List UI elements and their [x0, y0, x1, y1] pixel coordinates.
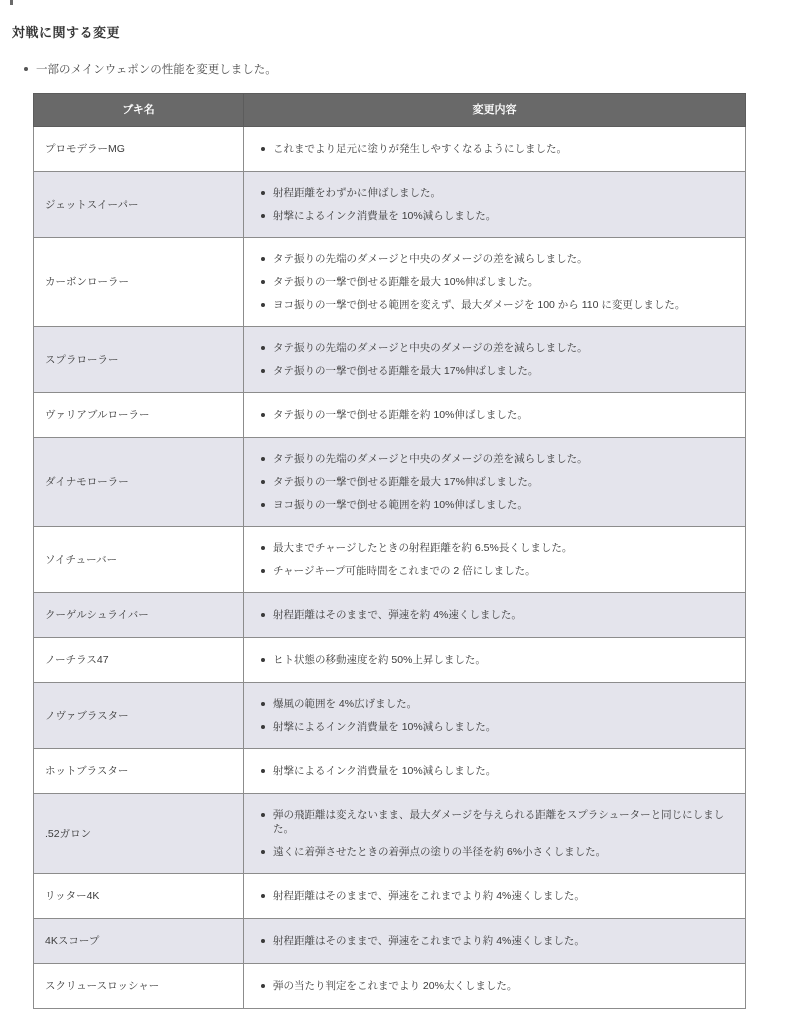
changes-cell: [244, 964, 746, 1009]
changes-list: [258, 697, 733, 734]
changes-list: [258, 341, 733, 378]
changes-list: [258, 889, 733, 903]
intro-list-item: [22, 61, 789, 77]
change-item: チャージキープ可能時間をこれまでの 2 倍にしました。: [258, 564, 733, 578]
weapon-name-cell: プロモデラーMG: [34, 127, 244, 172]
changes-cell: [244, 593, 746, 638]
changes-list: [258, 764, 733, 778]
table-row: [34, 393, 746, 438]
change-item: 射程距離をわずかに伸ばしました。: [258, 186, 733, 200]
weapon-name-cell: スプラローラー: [34, 327, 244, 393]
change-item: 爆風の範囲を 4%広げました。: [258, 697, 733, 711]
change-item: タテ振りの一撃で倒せる距離を最大 10%伸ばしました。: [258, 275, 733, 289]
change-item: ヒト状態の移動速度を約 50%上昇しました。: [258, 653, 733, 667]
table-row: [34, 874, 746, 919]
changes-cell: [244, 172, 746, 238]
changes-list: [258, 252, 733, 312]
change-item: 弾の当たり判定をこれまでより 20%太くしました。: [258, 979, 733, 993]
table-row: [34, 593, 746, 638]
weapon-name-cell: ダイナモローラー: [34, 438, 244, 527]
change-item: 遠くに着弾させたときの着弾点の塗りの半径を約 6%小さくしました。: [258, 845, 733, 859]
changes-cell: [244, 127, 746, 172]
table-row: [34, 794, 746, 874]
weapon-name-cell: ノーチラス47: [34, 638, 244, 683]
changes-cell: [244, 683, 746, 749]
table-row: [34, 438, 746, 527]
table-row: [34, 749, 746, 794]
table-row: [34, 919, 746, 964]
weapon-name-cell: ノヴァブラスター: [34, 683, 244, 749]
weapon-name-cell: ジェットスイーパー: [34, 172, 244, 238]
weapon-changes-table: [33, 93, 746, 1009]
changes-cell: [244, 327, 746, 393]
change-item: タテ振りの先端のダメージと中央のダメージの差を減らしました。: [258, 341, 733, 355]
changes-cell: [244, 794, 746, 874]
changes-list: [258, 452, 733, 512]
changes-list: [258, 808, 733, 859]
changes-cell: [244, 238, 746, 327]
table-row: [34, 683, 746, 749]
changes-cell: [244, 527, 746, 593]
table-row: [34, 964, 746, 1009]
weapon-name-cell: スクリュースロッシャー: [34, 964, 244, 1009]
column-header-weapon: ブキ名: [34, 94, 244, 127]
section-heading: 対戦に関する変更: [12, 25, 121, 40]
weapon-name-cell: クーゲルシュライバー: [34, 593, 244, 638]
change-item: ヨコ振りの一撃で倒せる範囲を変えず、最大ダメージを 100 から 110 に変更しました。: [258, 298, 733, 312]
changes-list: [258, 934, 733, 948]
change-item: タテ振りの一撃で倒せる距離を約 10%伸ばしました。: [258, 408, 733, 422]
clipped-content-fragment: [10, 0, 13, 5]
changes-list: [258, 608, 733, 622]
table-row: [34, 238, 746, 327]
changes-list: [258, 408, 733, 422]
table-header-row: [34, 94, 746, 127]
changes-cell: [244, 749, 746, 794]
change-item: タテ振りの先端のダメージと中央のダメージの差を減らしました。: [258, 452, 733, 466]
weapon-name-cell: ホットブラスター: [34, 749, 244, 794]
changes-list: [258, 979, 733, 993]
changes-cell: [244, 638, 746, 683]
changes-list: [258, 541, 733, 578]
change-item: タテ振りの一撃で倒せる距離を最大 17%伸ばしました。: [258, 475, 733, 489]
change-item: 最大までチャージしたときの射程距離を約 6.5%長くしました。: [258, 541, 733, 555]
table-row: [34, 327, 746, 393]
change-item: 射撃によるインク消費量を 10%減らしました。: [258, 764, 733, 778]
change-item: ヨコ振りの一撃で倒せる範囲を約 10%伸ばしました。: [258, 498, 733, 512]
change-item: 射撃によるインク消費量を 10%減らしました。: [258, 720, 733, 734]
intro-text: 一部のメインウェポンの性能を変更しました。: [36, 64, 277, 76]
change-item: 射程距離はそのままで、弾速をこれまでより約 4%速くしました。: [258, 889, 733, 903]
weapon-name-cell: .52ガロン: [34, 794, 244, 874]
changes-cell: [244, 438, 746, 527]
table-row: [34, 638, 746, 683]
weapon-name-cell: ヴァリアブルローラー: [34, 393, 244, 438]
change-item: タテ振りの一撃で倒せる距離を最大 17%伸ばしました。: [258, 364, 733, 378]
change-item: 射撃によるインク消費量を 10%減らしました。: [258, 209, 733, 223]
weapon-name-cell: ソイチューバー: [34, 527, 244, 593]
weapon-name-cell: カーボンローラー: [34, 238, 244, 327]
table-row: [34, 127, 746, 172]
change-item: タテ振りの先端のダメージと中央のダメージの差を減らしました。: [258, 252, 733, 266]
weapon-name-cell: リッター4K: [34, 874, 244, 919]
changes-list: [258, 186, 733, 223]
changes-cell: [244, 919, 746, 964]
change-item: 射程距離はそのままで、弾速をこれまでより約 4%速くしました。: [258, 934, 733, 948]
table-row: [34, 172, 746, 238]
changes-cell: [244, 874, 746, 919]
weapon-name-cell: 4Kスコープ: [34, 919, 244, 964]
change-item: これまでより足元に塗りが発生しやすくなるようにしました。: [258, 142, 733, 156]
change-item: 射程距離はそのままで、弾速を約 4%速くしました。: [258, 608, 733, 622]
changes-cell: [244, 393, 746, 438]
change-item: 弾の飛距離は変えないまま、最大ダメージを与えられる距離をスプラシューターと同じにしました。: [258, 808, 733, 836]
table-row: [34, 527, 746, 593]
changes-list: [258, 653, 733, 667]
column-header-changes: 変更内容: [244, 94, 746, 127]
changes-list: [258, 142, 733, 156]
